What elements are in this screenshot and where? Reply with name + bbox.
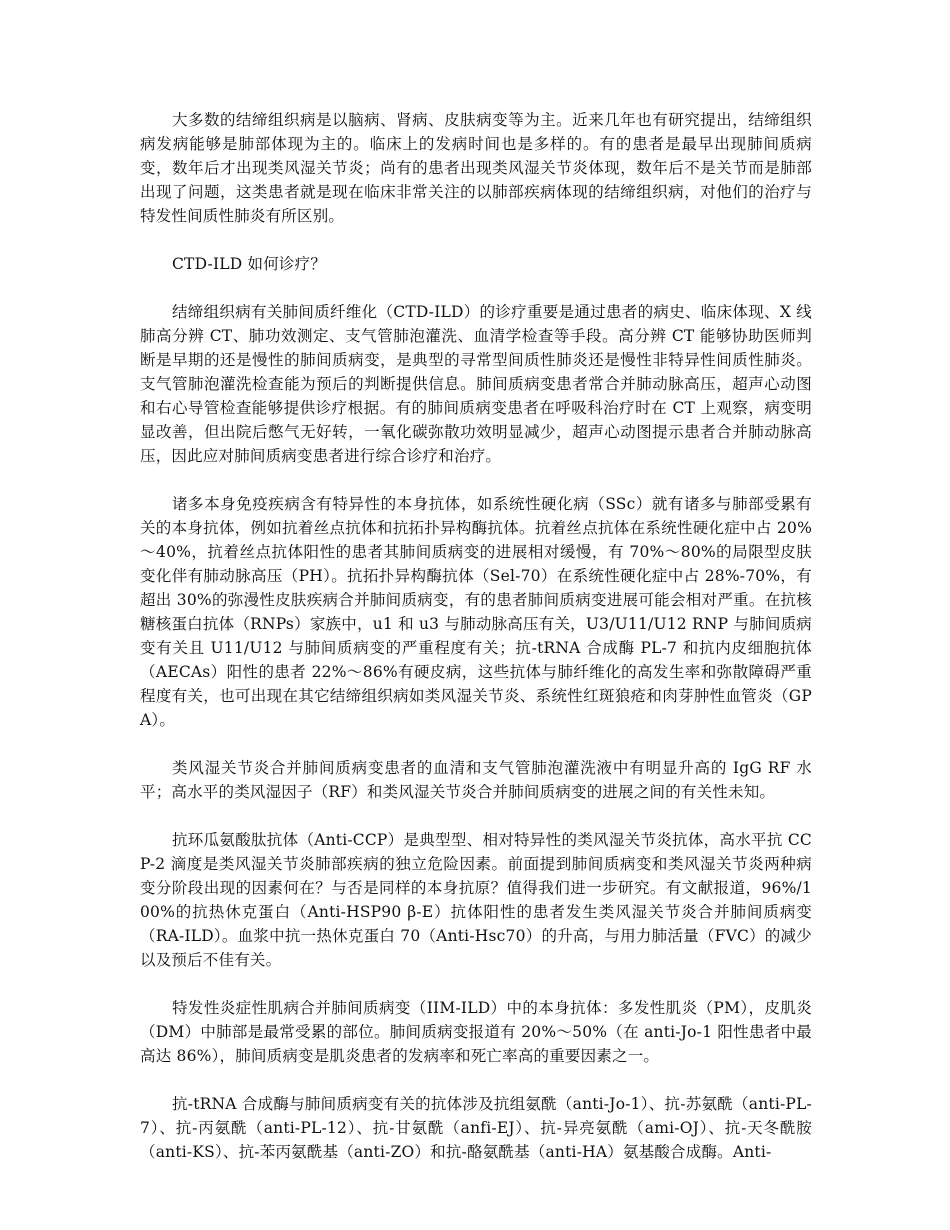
section-heading-diagnosis: CTD-ILD 如何诊疗？: [172, 255, 327, 273]
paragraph-ctd-overview: 大多数的结缔组织病是以脑病、肾病、皮肤病变等为主。近来几年也有研究提出，结缔组织病发病能够是肺部体现为主的。临床上的发病时间也是多样的。有的患者是最早出现肺间质病变，数年后才出现类风湿关节炎；尚有的患者出现类风湿关节炎体现，数年后不是关节而是肺部出现了问题，这类患者就是现在临床非常关注的以肺部疾病体现的结缔组织病，对他们的治疗与特发性间质性肺炎有所区别。: [140, 111, 812, 225]
paragraph-diagnosis-methods: 结缔组织病有关肺间质纤维化（CTD-ILD）的诊疗重要是通过患者的病史、临床体现、X 线肺高分辨 CT、肺功效测定、支气管肺泡灌洗、血清学检查等手段。高分辨 CT 能够协助医师判断是早期的还是慢性的肺间质病变，是典型的寻常型间质性肺炎还是慢性非特异性间质性肺炎。支气管肺泡灌洗检查能为预后的判断提供信息。肺间质病变患者常合并肺动脉高压，超声心动图和右心导管检查能够提供诊疗根据。有的肺间质病变患者在呼吸科治疗时在 CT 上观察，病变明显改善，但出院后憋气无好转，一氧化碳弥散功效明显减少，超声心动图提示患者合并肺动脉高压，因此应对肺间质病变患者进行综合诊疗和治疗。: [140, 303, 812, 465]
paragraph-iim-ild: 特发性炎症性肌病合并肺间质病变（IIM-ILD）中的本身抗体：多发性肌炎（PM），皮肌炎（DM）中肺部是最常受累的部位。肺间质病变报道有 20%～50%（在 anti-Jo-1 阳性患者中最高达 86%），肺间质病变是肌炎患者的发病率和死亡率高的重要因素之一。: [140, 999, 812, 1065]
paragraph-trna-synthetase: 抗-tRNA 合成酶与肺间质病变有关的抗体涉及抗组氨酰（anti-Jo-1）、抗-苏氨酰（anti-PL-7）、抗-丙氨酰（anti-PL-12）、抗-甘氨酰（anfi-EJ）、抗-异亮氨酰（ami-OJ）、抗-天冬酰胺（anti-KS）、抗-苯丙氨酰基（anti-ZO）和抗-酪氨酰基（anti-HA）氨基酸合成酶。Anti-: [140, 1095, 812, 1161]
document-body: [140, 108, 812, 1188]
paragraph-anti-ccp: 抗环瓜氨酸肽抗体（Anti-CCP）是典型型、相对特异性的类风湿关节炎抗体，高水平抗 CCP-2 滴度是类风湿关节炎肺部疾病的独立危险因素。前面提到肺间质病变和类风湿关节炎两种病变分阶段出现的因素何在？与否是同样的本身抗原？值得我们进一步研究。有文献报道，96%/100%的抗热休克蛋白（Anti-HSP90 β-E）抗体阳性的患者发生类风湿关节炎合并肺间质病变（RA-ILD）。血浆中抗一热休克蛋白 70（Anti-Hsc70）的升高，与用力肺活量（FVC）的减少以及预后不佳有关。: [140, 831, 812, 969]
paragraph-ssc-antibodies: 诸多本身免疫疾病含有特异性的本身抗体，如系统性硬化病（SSc）就有诸多与肺部受累有关的本身抗体，例如抗着丝点抗体和抗拓扑异构酶抗体。抗着丝点抗体在系统性硬化症中占 20%～40%，抗着丝点抗体阳性的患者其肺间质病变的进展相对缓慢，有 70%～80%的局限型皮肤变化伴有肺动脉高压（PH）。抗拓扑异构酶抗体（Sel-70）在系统性硬化症中占 28%-70%，有超出 30%的弥漫性皮肤疾病合并肺间质病变，有的患者肺间质病变进展可能会相对严重。在抗核糖核蛋白抗体（RNPs）家族中，u1 和 u3 与肺动脉高压有关，U3/U11/U12 RNP 与肺间质病变有关且 U11/U12 与肺间质病变的严重程度有关；抗-tRNA 合成酶 PL-7 和抗内皮细胞抗体（AECAs）阳性的患者 22%～86%有硬皮病，这些抗体与肺纤维化的高发生率和弥散障碍严重程度有关，也可出现在其它结缔组织病如类风湿关节炎、系统性红斑狼疮和肉芽肿性血管炎（GPA）。: [140, 495, 812, 729]
paragraph-ra-rf: 类风湿关节炎合并肺间质病变患者的血清和支气管肺泡灌洗液中有明显升高的 IgG RF 水平；高水平的类风湿因子（RF）和类风湿关节炎合并肺间质病变的进展之间的有关性未知。: [140, 759, 812, 801]
